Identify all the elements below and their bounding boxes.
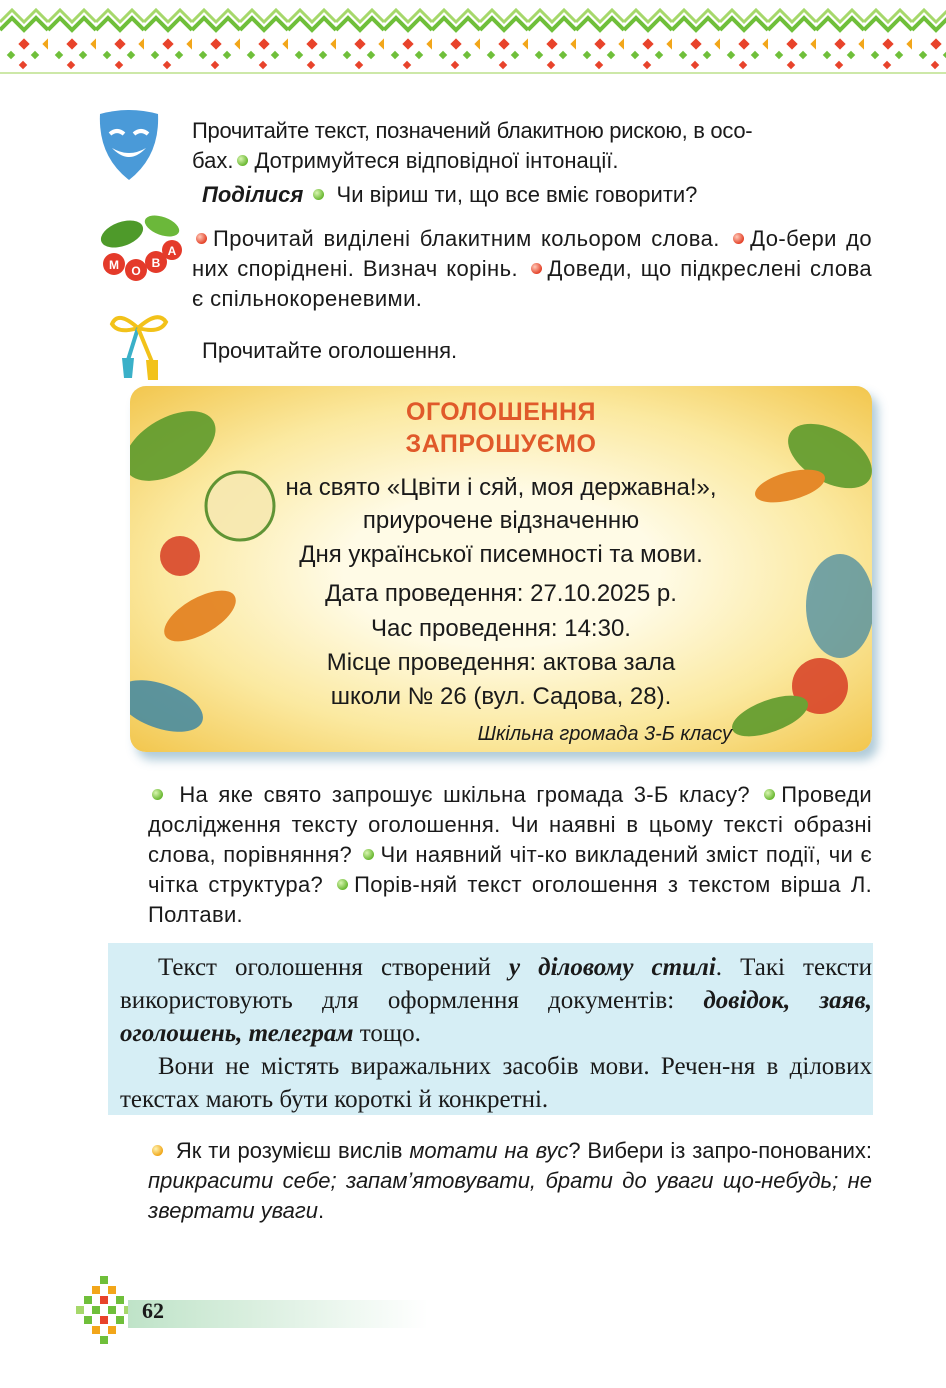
announcement-line3: Дня української писемності та мови.: [299, 541, 703, 568]
task2-part1: Прочитай виділені блакитним кольором слова.: [213, 226, 720, 251]
viburnum-mova-icon: [92, 212, 190, 284]
share-question: Чи віриш ти, що все вміє говорити?: [336, 182, 698, 207]
task3-text: Прочитайте оголошення.: [202, 338, 458, 363]
announcement-line2: приурочене відзначенню: [362, 507, 640, 534]
svg-text:О: О: [131, 264, 141, 278]
page-number: 62: [142, 1298, 164, 1323]
announcement-title: ОГОЛОШЕННЯ: [406, 398, 596, 426]
task1-line2b: Дотримуйтеся відповідної інтонації.: [254, 148, 619, 173]
svg-text:М: М: [109, 258, 119, 272]
bullet-icon: [764, 789, 775, 800]
bullet-icon: [733, 233, 744, 244]
bullet-icon: [152, 789, 163, 800]
bullet-icon: [313, 189, 324, 200]
task2-part3: Доведи, що підкреслені слова є спільнокореневими.: [192, 256, 872, 311]
announcement-invite: ЗАПРОШУЄМО: [405, 430, 597, 458]
announcement-card: [130, 386, 872, 752]
bullet-icon: [337, 879, 348, 890]
question-2: Проведи дослідження тексту оголошення. Чи наявні в цьому тексті образні слова, порівняння?: [148, 782, 872, 867]
rule-document-list: довідок, заяв, оголошень, телеграм: [120, 987, 872, 1047]
announcement-address: школи № 26 (вул. Садова, 28).: [330, 683, 672, 710]
ribbon-tassel-icon: [108, 310, 172, 380]
announcement-signature: Шкільна громада 3-Б класу: [477, 723, 732, 745]
idiom-phrase: мотати на вус: [409, 1138, 569, 1163]
theater-mask-icon: [96, 108, 162, 182]
rule-box: [108, 943, 873, 1115]
bullet-icon: [531, 263, 542, 274]
bullet-icon: [237, 155, 248, 166]
answer-options: прикрасити себе; запам’ятовувати, брати до уваги що-небудь; не звертати уваги: [148, 1168, 872, 1223]
bullet-icon: [196, 233, 207, 244]
bullet-icon: [363, 849, 374, 860]
last-task-start: Як ти розумієш вислів: [175, 1138, 403, 1163]
task1-line1: Прочитайте текст, позначений блакитною рискою, в осо-: [192, 118, 753, 143]
announcement-line1: на свято «Цвіти і сяй, моя державна!»,: [285, 474, 717, 501]
question-3: Чи наявний чіт-ко викладений зміст події, чи є чітка структура?: [148, 842, 872, 897]
share-label: Поділися: [202, 182, 304, 207]
task1-line2a: бах.: [192, 148, 234, 173]
page-number-bar: [128, 1300, 428, 1328]
announcement-date: Дата проведення: 27.10.2025 р.: [325, 580, 677, 607]
rule-text-end: тощо.: [359, 1020, 421, 1047]
last-task-middle: ? Вибери із запро-понованих:: [568, 1138, 872, 1163]
svg-text:А: А: [167, 244, 177, 258]
announcement-time: Час проведення: 14:30.: [371, 615, 631, 642]
rule-text-rest: . Такі тексти використовують для оформлення документів:: [120, 954, 872, 1014]
embroidery-border: [0, 0, 946, 78]
announcement-place: Місце проведення: актова зала: [326, 649, 676, 676]
task2-part2: До-бери до них споріднені. Визнач корінь.: [192, 226, 872, 281]
bullet-icon: [152, 1145, 163, 1156]
svg-text:В: В: [151, 256, 161, 270]
rule-text-start: Текст оголошення створений: [158, 954, 491, 981]
last-task-end: .: [318, 1198, 325, 1223]
question-1: На яке свято запрошує шкільна громада 3-Б класу?: [179, 782, 750, 807]
rule-style-term: у діловому стилі: [509, 954, 716, 981]
rule-paragraph-2: Вони не містять виражальних засобів мови. Речен-ня в ділових текстах мають бути короткі й конкретні.: [120, 1053, 872, 1113]
question-4: Порів-няй текст оголошення з текстом вірша Л. Полтави.: [148, 872, 872, 927]
